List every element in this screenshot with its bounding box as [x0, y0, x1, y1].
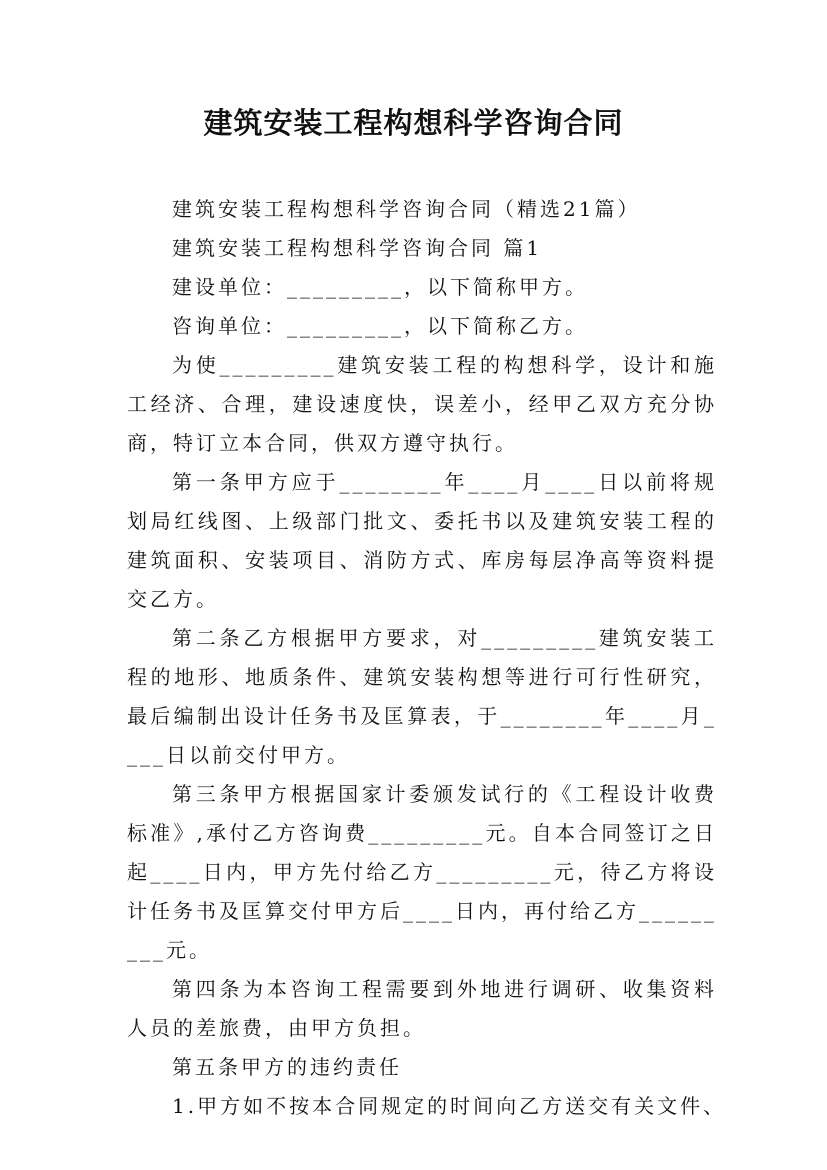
paragraph-party-a: 建设单位：_________，以下简称甲方。	[172, 275, 588, 299]
paragraph-article-5-heading: 第五条甲方的违约责任	[172, 1055, 402, 1079]
paragraph-article-4: 第四条为本咨询工程需要到外地进行调研、收集资料人员的差旅费，由甲方负担。	[127, 977, 717, 1040]
document-body	[127, 190, 727, 1126]
paragraph-article-3: 第三条甲方根据国家计委颁发试行的《工程设计收费标准》,承付乙方咨询费_________元。自本合同签订之日起____日内，甲方先付给乙方_________元，待乙方将设计任务书及匡算交付甲方后____日内，再付给乙方_________元。	[127, 782, 717, 962]
paragraph-preamble: 为使_________建筑安装工程的构想科学，设计和施工经济、合理，建设速度快，误差小，经甲乙双方充分协商，特订立本合同，供双方遵守执行。	[127, 353, 717, 455]
paragraph-article-heading: 建筑安装工程构想科学咨询合同 篇1	[172, 236, 543, 260]
document-title: 建筑安装工程构想科学咨询合同	[203, 106, 624, 140]
paragraph-party-b: 咨询单位：_________，以下简称乙方。	[172, 314, 588, 338]
paragraph-article-1: 第一条甲方应于________年____月____日以前将规划局红线图、上级部门批文、委托书以及建筑安装工程的建筑面积、安装项目、消防方式、库房每层净高等资料提交乙方。	[127, 470, 717, 611]
paragraph-clause-1: 1.甲方如不按本合同规定的时间向乙方送交有关文件、	[172, 1094, 727, 1118]
paragraph-collection-heading: 建筑安装工程构想科学咨询合同（精选21篇）	[172, 197, 641, 221]
paragraph-article-2: 第二条乙方根据甲方要求，对_________建筑安装工程的地形、地质条件、建筑安装构想等进行可行性研究，最后编制出设计任务书及匡算表，于________年____月____日以前交付甲方。	[127, 626, 717, 767]
